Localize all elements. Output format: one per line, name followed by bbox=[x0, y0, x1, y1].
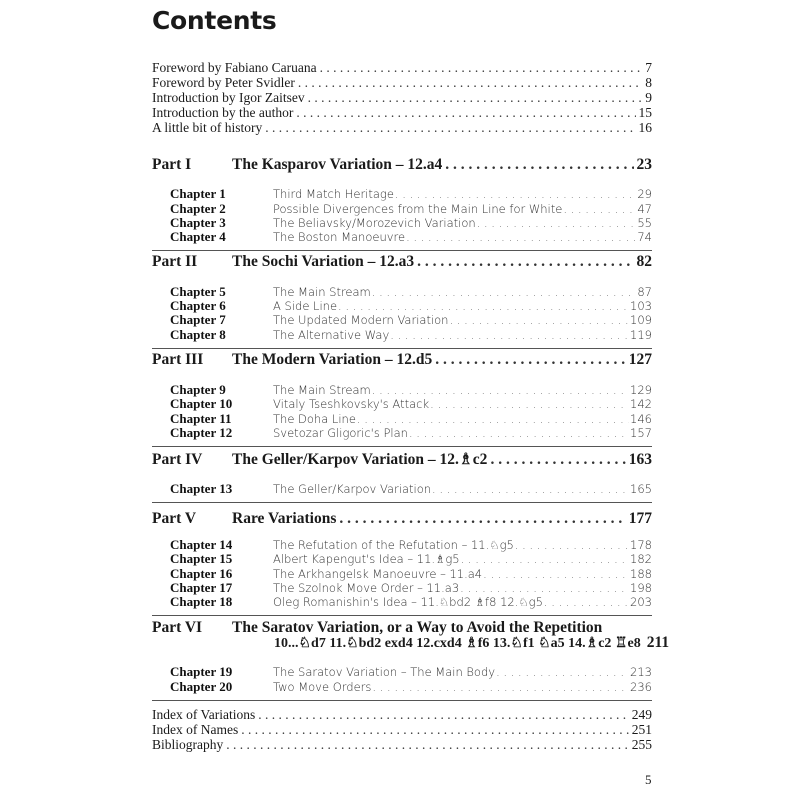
chapter-entry[interactable] bbox=[170, 229, 652, 243]
chapter-entry[interactable] bbox=[170, 664, 652, 678]
leader-dots bbox=[258, 707, 629, 723]
chapter-page: 142 bbox=[630, 397, 652, 411]
toc-entry[interactable] bbox=[152, 120, 652, 135]
chapter-title: A Side Line bbox=[273, 299, 338, 313]
chapter-entry[interactable] bbox=[170, 551, 652, 565]
toc-entry[interactable] bbox=[152, 707, 652, 722]
leader-dots bbox=[390, 328, 629, 342]
chapter-label: Chapter 4 bbox=[170, 229, 226, 244]
chapter-label: Chapter 14 bbox=[170, 537, 233, 552]
chapter-page: 188 bbox=[630, 567, 652, 581]
part-label: Part VI bbox=[152, 619, 203, 636]
chapter-page: 74 bbox=[637, 230, 652, 244]
part-label: Part I bbox=[152, 156, 192, 173]
leader-dots bbox=[445, 156, 633, 174]
part-subtitle: 10...♘d7 11.♘bd2 exd4 12.cxd4 ♗f6 13.♘f1 ♘a5 14.♗c2 ♖e8 bbox=[274, 636, 641, 651]
chapter-label: Chapter 10 bbox=[170, 396, 233, 411]
chapter-entry[interactable] bbox=[170, 298, 652, 312]
chapter-title: The Beliavsky/Morozevich Variation bbox=[273, 216, 476, 230]
chapter-label: Chapter 3 bbox=[170, 215, 226, 230]
entry-title: Index of Names bbox=[152, 722, 239, 737]
leader-dots bbox=[296, 105, 635, 121]
chapter-title: Two Move Orders bbox=[273, 680, 372, 694]
part-subtitle-line[interactable] bbox=[274, 634, 670, 652]
chapter-label: Chapter 17 bbox=[170, 580, 233, 595]
chapter-label: Chapter 19 bbox=[170, 664, 233, 679]
leader-dots bbox=[430, 397, 629, 411]
divider bbox=[152, 700, 652, 701]
part-heading[interactable] bbox=[152, 156, 652, 174]
chapter-page: 87 bbox=[637, 285, 652, 299]
entry-page: 251 bbox=[631, 722, 652, 737]
chapter-title: Svetozar Gligoric's Plan bbox=[273, 426, 408, 440]
leader-dots bbox=[372, 383, 629, 397]
chapter-title: The Updated Modern Variation bbox=[273, 313, 449, 327]
chapter-page: 198 bbox=[630, 581, 652, 595]
chapter-label: Chapter 2 bbox=[170, 201, 226, 216]
leader-dots bbox=[409, 426, 629, 440]
toc-entry[interactable] bbox=[152, 737, 652, 752]
part-heading[interactable] bbox=[152, 510, 652, 528]
part-title: The Sochi Variation – 12.a3 bbox=[232, 253, 415, 270]
chapter-label: Chapter 6 bbox=[170, 298, 226, 313]
part-label: Part V bbox=[152, 510, 197, 527]
part-page: 127 bbox=[628, 351, 652, 368]
chapter-title: The Alternative Way bbox=[273, 328, 390, 342]
chapter-title: The Refutation of the Refutation – 11.♘g5 bbox=[273, 538, 514, 552]
chapter-entry[interactable] bbox=[170, 481, 652, 495]
leader-dots bbox=[483, 567, 629, 581]
chapter-entry[interactable] bbox=[170, 425, 652, 439]
chapter-page: 129 bbox=[630, 383, 652, 397]
chapter-title: Vitaly Tseshkovsky's Attack bbox=[273, 397, 430, 411]
chapter-label: Chapter 11 bbox=[170, 411, 232, 426]
leader-dots bbox=[395, 187, 636, 201]
chapter-title: The Arkhangelsk Manoeuvre – 11.a4 bbox=[273, 567, 483, 581]
leader-dots bbox=[563, 202, 636, 216]
leader-dots bbox=[417, 253, 633, 271]
part-page: 177 bbox=[628, 510, 652, 527]
leader-dots bbox=[320, 60, 643, 76]
toc-entry[interactable] bbox=[152, 722, 652, 737]
part-page: 23 bbox=[636, 156, 652, 173]
chapter-page: 178 bbox=[630, 538, 652, 552]
chapter-entry[interactable] bbox=[170, 327, 652, 341]
chapter-entry[interactable] bbox=[170, 312, 652, 326]
chapter-label: Chapter 15 bbox=[170, 551, 233, 566]
chapter-page: 119 bbox=[630, 328, 652, 342]
leader-dots bbox=[241, 722, 629, 738]
leader-dots bbox=[477, 216, 637, 230]
leader-dots bbox=[449, 313, 629, 327]
chapter-entry[interactable] bbox=[170, 580, 652, 594]
entry-page: 7 bbox=[645, 60, 652, 75]
chapter-title: The Main Stream bbox=[273, 285, 371, 299]
page-title: Contents bbox=[152, 6, 277, 35]
chapter-entry[interactable] bbox=[170, 537, 652, 551]
part-heading[interactable] bbox=[152, 450, 652, 469]
part-title: The Kasparov Variation – 12.a4 bbox=[232, 156, 443, 173]
toc-entry[interactable] bbox=[152, 75, 652, 90]
chapter-label: Chapter 13 bbox=[170, 481, 233, 496]
chapter-entry[interactable] bbox=[170, 396, 652, 410]
leader-dots bbox=[515, 538, 629, 552]
toc-entry[interactable] bbox=[152, 60, 652, 75]
chapter-page: 47 bbox=[637, 202, 652, 216]
leader-dots bbox=[461, 552, 629, 566]
part-label: Part III bbox=[152, 351, 204, 368]
chapter-page: 146 bbox=[630, 412, 652, 426]
chapter-title: Albert Kapengut's Idea – 11.♗g5 bbox=[273, 552, 460, 566]
leader-dots bbox=[372, 285, 637, 299]
chapter-title: Third Match Heritage bbox=[273, 187, 394, 201]
chapter-label: Chapter 18 bbox=[170, 594, 233, 609]
leader-dots bbox=[460, 581, 629, 595]
leader-dots bbox=[308, 90, 643, 106]
part-heading[interactable] bbox=[152, 351, 652, 369]
part-page: 163 bbox=[628, 451, 652, 468]
entry-title: Introduction by Igor Zaitsev bbox=[152, 90, 305, 105]
chapter-label: Chapter 7 bbox=[170, 312, 226, 327]
entry-page: 9 bbox=[645, 90, 652, 105]
leader-dots bbox=[339, 510, 625, 528]
chapter-label: Chapter 9 bbox=[170, 382, 226, 397]
entry-title: A little bit of history bbox=[152, 120, 263, 135]
part-title: The Modern Variation – 12.d5 bbox=[232, 351, 433, 368]
chapter-title: The Main Stream bbox=[273, 383, 371, 397]
toc-entry[interactable] bbox=[152, 105, 652, 120]
entry-page: 15 bbox=[638, 105, 652, 120]
chapter-title: Possible Divergences from the Main Line for White bbox=[273, 202, 563, 216]
part-title: Rare Variations bbox=[232, 510, 337, 527]
entry-title: Introduction by the author bbox=[152, 105, 294, 120]
part-label: Part II bbox=[152, 253, 198, 270]
part-title: The Geller/Karpov Variation – 12.♗c2 bbox=[232, 451, 488, 468]
chapter-title: The Saratov Variation – The Main Body bbox=[273, 665, 496, 679]
chapter-page: 203 bbox=[630, 595, 652, 609]
entry-page: 255 bbox=[631, 737, 652, 752]
leader-dots bbox=[490, 451, 625, 469]
divider bbox=[152, 348, 652, 349]
chapter-label: Chapter 8 bbox=[170, 327, 226, 342]
leader-dots bbox=[338, 299, 629, 313]
chapter-entry[interactable] bbox=[170, 215, 652, 229]
chapter-page: 236 bbox=[630, 680, 652, 694]
chapter-title: The Szolnok Move Order – 11.a3 bbox=[273, 581, 460, 595]
chapter-title: Oleg Romanishin's Idea – 11.♘bd2 ♗f8 12.♘g5 bbox=[273, 595, 543, 609]
chapter-title: The Geller/Karpov Variation bbox=[273, 482, 432, 496]
chapter-label: Chapter 5 bbox=[170, 284, 226, 299]
leader-dots bbox=[265, 120, 635, 136]
chapter-page: 29 bbox=[637, 187, 652, 201]
leader-dots bbox=[544, 595, 629, 609]
entry-title: Foreword by Peter Svidler bbox=[152, 75, 295, 90]
chapter-entry[interactable] bbox=[170, 382, 652, 396]
leader-dots bbox=[496, 665, 629, 679]
chapter-page: 165 bbox=[630, 482, 652, 496]
chapter-entry[interactable] bbox=[170, 594, 652, 608]
part-page: 82 bbox=[636, 253, 652, 270]
entry-page: 249 bbox=[631, 707, 652, 722]
chapter-label: Chapter 20 bbox=[170, 679, 233, 694]
chapter-entry[interactable] bbox=[170, 679, 652, 693]
chapter-title: The Boston Manoeuvre bbox=[273, 230, 406, 244]
leader-dots bbox=[406, 230, 636, 244]
chapter-label: Chapter 1 bbox=[170, 186, 226, 201]
chapter-entry[interactable] bbox=[170, 186, 652, 200]
entry-page: 16 bbox=[638, 120, 652, 135]
page-number: 5 bbox=[645, 772, 652, 787]
chapter-page: 182 bbox=[630, 552, 652, 566]
part-label: Part IV bbox=[152, 451, 203, 468]
chapter-page: 157 bbox=[630, 426, 652, 440]
leader-dots bbox=[226, 737, 629, 753]
chapter-title: The Doha Line bbox=[273, 412, 356, 426]
leader-dots bbox=[357, 412, 629, 426]
chapter-page: 103 bbox=[630, 299, 652, 313]
chapter-entry[interactable] bbox=[170, 411, 652, 425]
entry-title: Index of Variations bbox=[152, 707, 256, 722]
entry-page: 8 bbox=[645, 75, 652, 90]
divider bbox=[152, 446, 652, 447]
entry-title: Foreword by Fabiano Caruana bbox=[152, 60, 317, 75]
chapter-entry[interactable] bbox=[170, 284, 652, 298]
chapter-entry[interactable] bbox=[170, 201, 652, 215]
divider bbox=[152, 250, 652, 251]
part-page: 211 bbox=[646, 634, 670, 651]
toc-entry[interactable] bbox=[152, 90, 652, 105]
leader-dots bbox=[298, 75, 642, 91]
leader-dots bbox=[435, 351, 626, 369]
entry-title: Bibliography bbox=[152, 737, 224, 752]
chapter-entry[interactable] bbox=[170, 566, 652, 580]
part-title: The Saratov Variation, or a Way to Avoid the Repetition bbox=[232, 619, 603, 636]
chapter-page: 213 bbox=[630, 665, 652, 679]
chapter-label: Chapter 16 bbox=[170, 566, 233, 581]
part-heading[interactable] bbox=[152, 253, 652, 271]
leader-dots bbox=[432, 482, 629, 496]
chapter-page: 109 bbox=[630, 313, 652, 327]
divider bbox=[152, 615, 652, 616]
leader-dots bbox=[372, 680, 629, 694]
divider bbox=[152, 502, 652, 503]
chapter-page: 55 bbox=[637, 216, 652, 230]
chapter-label: Chapter 12 bbox=[170, 425, 233, 440]
